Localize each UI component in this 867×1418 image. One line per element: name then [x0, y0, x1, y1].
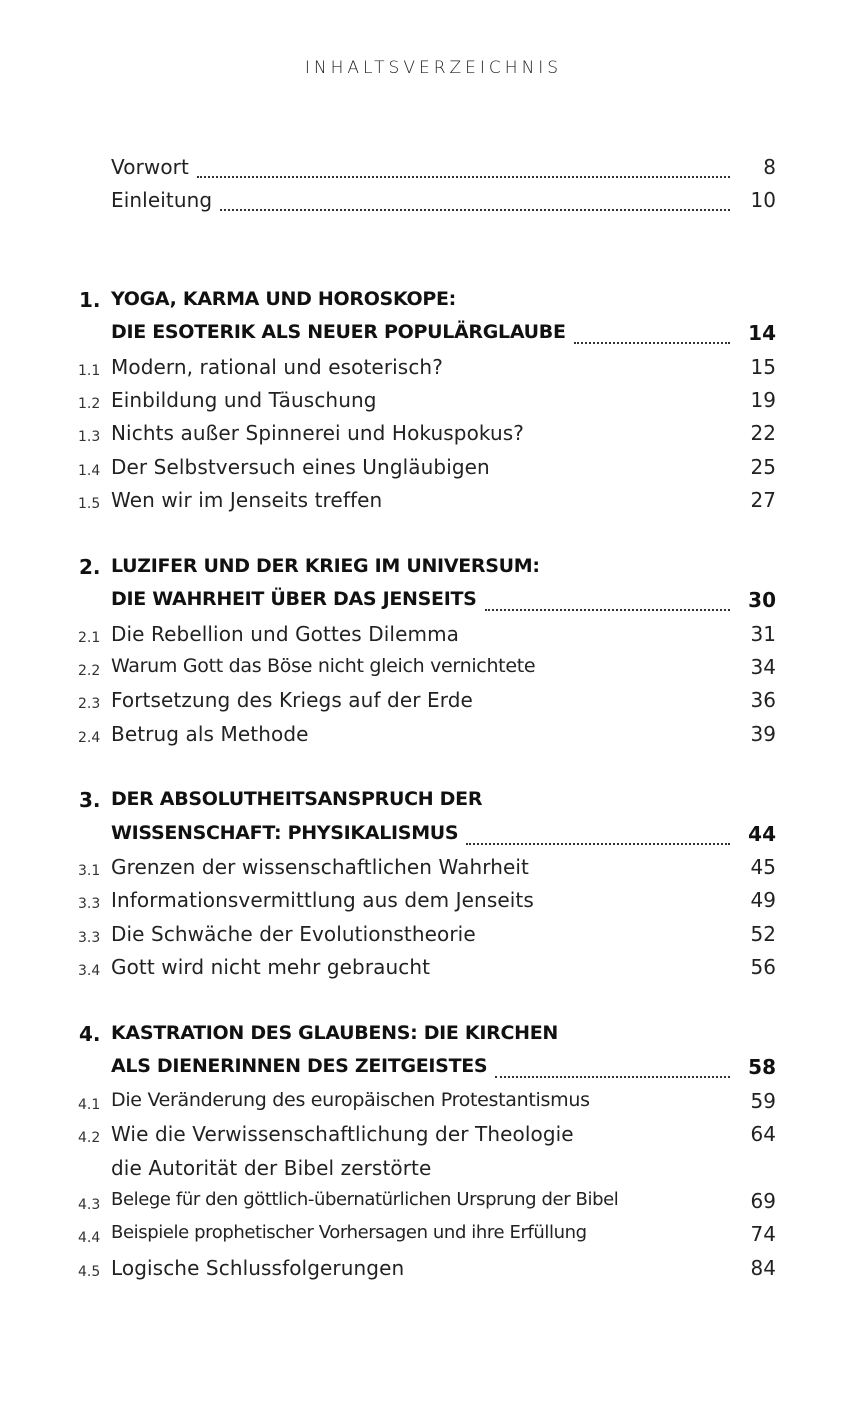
entry-title: Nichts außer Spinnerei und Hokuspokus? [111, 421, 524, 445]
section-number: 1.1 [78, 363, 101, 379]
toc-entry-einleitung[interactable] [0, 188, 867, 221]
entry-page: 34 [750, 655, 776, 679]
entry-title: Vorwort [111, 155, 189, 179]
entry-title: Belege für den göttlich-übernatürlichen Ursprung der Bibel [111, 1189, 619, 1210]
toc-entry[interactable] [0, 855, 867, 888]
chapter-page: 30 [748, 588, 776, 612]
section-number: 2.4 [78, 730, 101, 746]
chapter-title-line2: DIE ESOTERIK ALS NEUER POPULÄRGLAUBE [111, 321, 566, 343]
chapter-page: 14 [748, 321, 776, 345]
chapter-number: 1. [79, 288, 101, 312]
entry-title: Gott wird nicht mehr gebraucht [111, 955, 431, 979]
entry-page: 19 [750, 388, 776, 412]
toc-entry[interactable] [0, 421, 867, 454]
toc-entry[interactable] [0, 655, 867, 688]
toc-entry[interactable] [0, 688, 867, 721]
chapter-number: 3. [79, 788, 101, 812]
section-number: 2.2 [78, 663, 101, 679]
toc-entry[interactable] [0, 455, 867, 488]
chapter-number: 4. [79, 1022, 101, 1046]
dot-leader [485, 603, 730, 611]
chapter-heading-cont[interactable] [0, 1055, 867, 1088]
entry-page: 15 [750, 355, 776, 379]
chapter-title-line2: ALS DIENERINNEN DES ZEITGEISTES [111, 1055, 488, 1077]
section-number: 3.4 [78, 963, 101, 979]
entry-title: Einleitung [111, 188, 213, 212]
entry-page: 36 [750, 688, 776, 712]
toc-entry-vorwort[interactable] [0, 155, 867, 188]
entry-page: 49 [750, 888, 776, 912]
entry-title: Betrug als Methode [111, 722, 309, 746]
toc-entry[interactable] [0, 1256, 867, 1289]
entry-title: Wen wir im Jenseits treffen [111, 488, 383, 512]
chapter-heading[interactable] [0, 288, 867, 321]
chapter-number: 2. [79, 555, 101, 579]
section-number: 1.4 [78, 463, 101, 479]
entry-title: Die Veränderung des europäischen Protestantismus [111, 1089, 590, 1111]
entry-title: Wie die Verwissenschaftlichung der Theologie [111, 1122, 574, 1146]
section-number: 4.3 [78, 1197, 101, 1213]
toc-entry[interactable] [0, 1222, 867, 1255]
chapter-page: 58 [748, 1055, 776, 1079]
toc-entry[interactable] [0, 355, 867, 388]
entry-page: 22 [750, 421, 776, 445]
section-number: 4.2 [78, 1130, 101, 1146]
section-number: 4.4 [78, 1230, 101, 1246]
section-number: 1.2 [78, 396, 101, 412]
section-number: 1.5 [78, 496, 101, 512]
entry-page: 84 [750, 1256, 776, 1280]
entry-title: Beispiele prophetischer Vorhersagen und ihre Erfüllung [111, 1222, 587, 1243]
toc-entry-continuation[interactable] [0, 1156, 867, 1189]
entry-title: Der Selbstversuch eines Ungläubigen [111, 455, 490, 479]
entry-title: Informationsvermittlung aus dem Jenseits [111, 888, 534, 912]
entry-page: 25 [750, 455, 776, 479]
entry-page: 8 [763, 155, 776, 179]
section-number: 2.3 [78, 696, 101, 712]
section-number: 1.3 [78, 429, 101, 445]
section-number: 2.1 [78, 630, 101, 646]
dot-leader [220, 203, 730, 211]
toc-entry[interactable] [0, 388, 867, 421]
entry-page: 10 [750, 188, 776, 212]
entry-page: 52 [750, 922, 776, 946]
toc-entry[interactable] [0, 1122, 867, 1155]
toc-entry[interactable] [0, 622, 867, 655]
toc-entry[interactable] [0, 922, 867, 955]
entry-title: Einbildung und Täuschung [111, 388, 377, 412]
section-number: 3.3 [78, 896, 101, 912]
chapter-heading-cont[interactable] [0, 321, 867, 354]
chapter-title-line2: WISSENSCHAFT: PHYSIKALISMUS [111, 822, 459, 844]
entry-page: 27 [750, 488, 776, 512]
toc-entry[interactable] [0, 722, 867, 755]
entry-title: Fortsetzung des Kriegs auf der Erde [111, 688, 473, 712]
chapter-heading[interactable] [0, 555, 867, 588]
chapter-heading-cont[interactable] [0, 822, 867, 855]
entry-title: Grenzen der wissenschaftlichen Wahrheit [111, 855, 529, 879]
entry-page: 59 [750, 1089, 776, 1113]
chapter-heading[interactable] [0, 788, 867, 821]
chapter-title-line1: DER ABSOLUTHEITSANSPRUCH DER [111, 788, 483, 810]
toc-entry[interactable] [0, 888, 867, 921]
entry-title: Logische Schlussfolgerungen [111, 1256, 405, 1280]
section-number: 4.1 [78, 1097, 101, 1113]
entry-title: Warum Gott das Böse nicht gleich vernichtete [111, 655, 536, 677]
entry-page: 74 [750, 1222, 776, 1246]
chapter-title-line1: LUZIFER UND DER KRIEG IM UNIVERSUM: [111, 555, 540, 577]
chapter-heading[interactable] [0, 1022, 867, 1055]
chapter-title-line1: KASTRATION DES GLAUBENS: DIE KIRCHEN [111, 1022, 558, 1044]
dot-leader [495, 1070, 730, 1078]
entry-page: 56 [750, 955, 776, 979]
entry-title: Die Schwäche der Evolutionstheorie [111, 922, 476, 946]
entry-title: Die Rebellion und Gottes Dilemma [111, 622, 460, 646]
entry-page: 31 [750, 622, 776, 646]
entry-page: 69 [750, 1189, 776, 1213]
chapter-title-line1: YOGA, KARMA UND HOROSKOPE: [111, 288, 456, 310]
chapter-page: 44 [748, 822, 776, 846]
entry-page: 39 [750, 722, 776, 746]
entry-page: 45 [750, 855, 776, 879]
toc-entry[interactable] [0, 955, 867, 988]
entry-page: 64 [750, 1122, 776, 1146]
dot-leader [466, 837, 730, 845]
section-number: 4.5 [78, 1264, 101, 1280]
chapter-title-line2: DIE WAHRHEIT ÜBER DAS JENSEITS [111, 588, 477, 610]
section-number: 3.3 [78, 930, 101, 946]
chapter-heading-cont[interactable] [0, 588, 867, 621]
page-heading: INHALTSVERZEICHNIS [304, 58, 563, 78]
entry-title: Modern, rational und esoterisch? [111, 355, 443, 379]
dot-leader [197, 170, 730, 178]
toc-entry[interactable] [0, 1089, 867, 1122]
dot-leader [574, 336, 730, 344]
toc-entry[interactable] [0, 1189, 867, 1222]
section-number: 3.1 [78, 863, 101, 879]
entry-title-continuation: die Autorität der Bibel zerstörte [111, 1156, 432, 1180]
toc-entry[interactable] [0, 488, 867, 521]
